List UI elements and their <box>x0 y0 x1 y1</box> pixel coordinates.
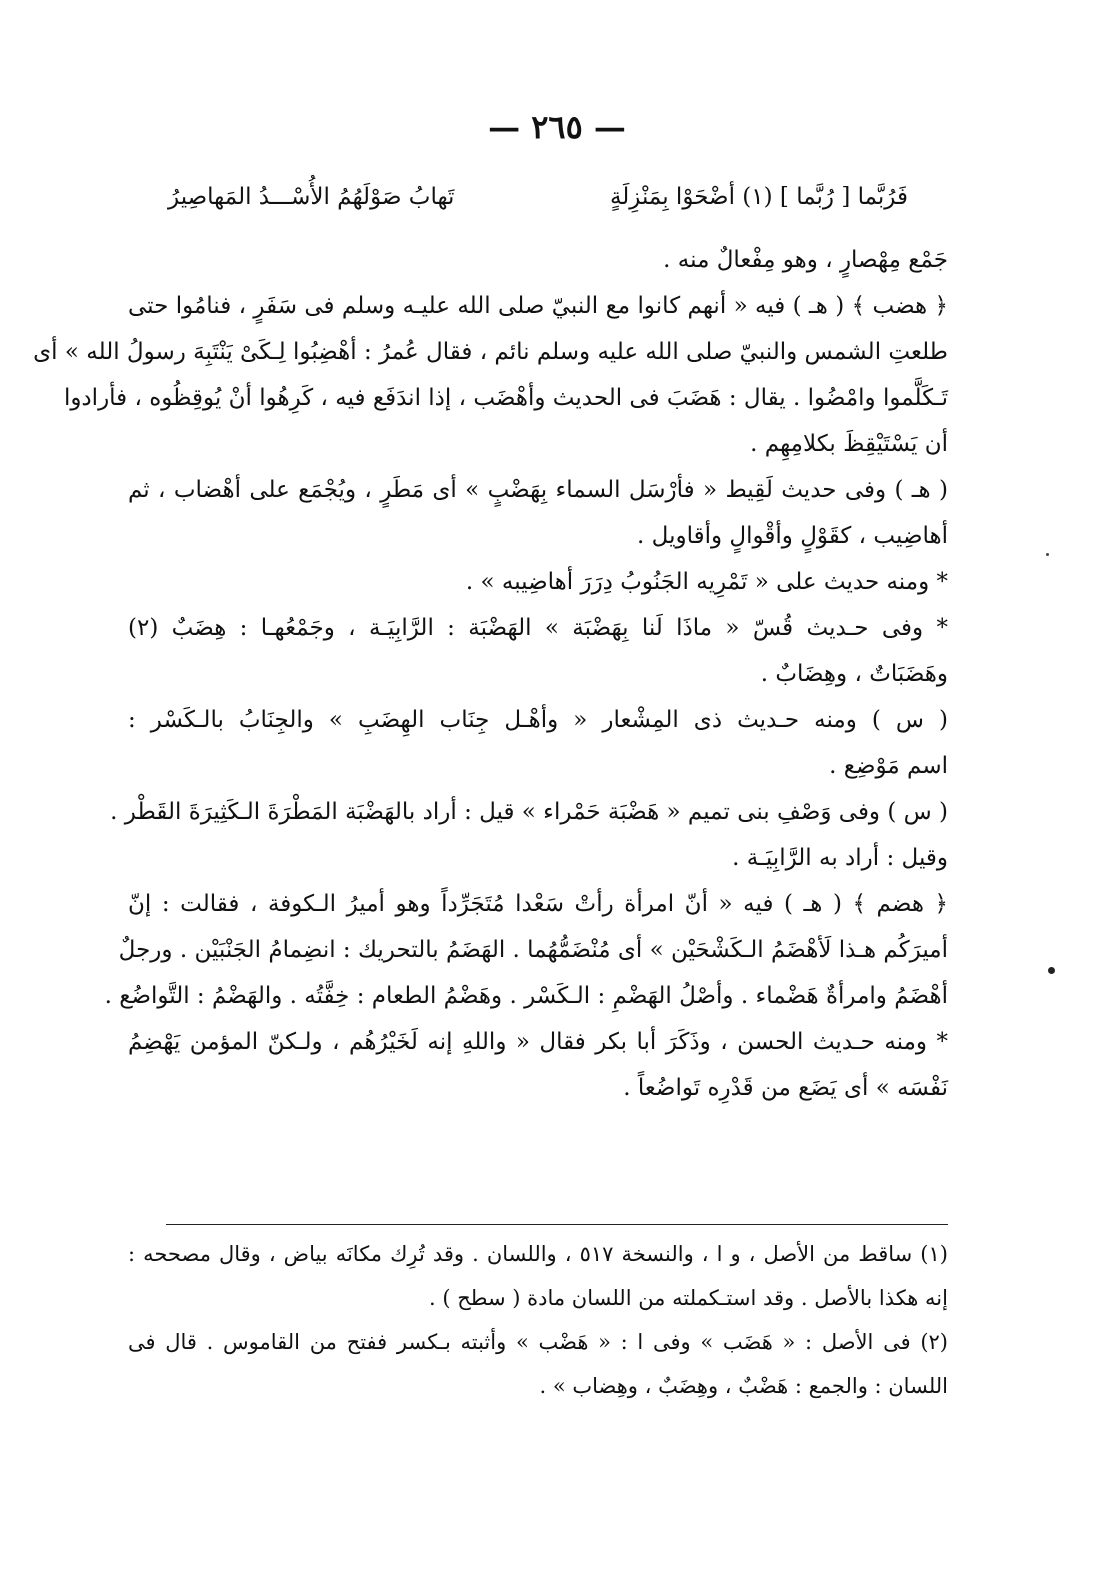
text-line: * ومنه حـديث الحسن ، وذَكَرَ أبا بكر فقال « واللهِ إنه لَخَيْرُهُم ، ولـكنّ المؤمن يَهْضِمُ <box>128 1029 948 1055</box>
verse-second-hemistich: تَهابُ صَوْلَهُمُ الأُسْـــدُ المَهاصِيرُ <box>168 184 455 210</box>
text-line: * ومنه حديث على « تَمْرِيه الجَنُوبُ دِرَرَ أهاضِيبه » . <box>465 569 948 595</box>
footnote-line: (١) ساقط من الأصل ، و ا ، والنسخة ٥١٧ ، واللسان . وقد تُرِك مكانَه بياض ، وقال مصححه : <box>128 1242 948 1266</box>
footnote-line: اللسان : والجمع : هَضْبٌ ، وهِضَبٌ ، وهِضاب » . <box>539 1374 948 1398</box>
footnotes <box>128 1232 948 1408</box>
footnote-line: إنه هكذا بالأصل . وقد استـكملته من اللسان مادة ( سطح ) . <box>428 1286 948 1310</box>
text-line: أهاضِيب ، كقَوْلٍ وأقْوالٍ وأقاويل . <box>637 523 948 549</box>
ink-dot <box>1048 967 1055 974</box>
text-line: أن يَسْتَيْقِظَ بكلامِهِم . <box>750 431 948 457</box>
text-line: أهْضَمُ وامرأةٌ هَضْماء . وأصْلُ الهَضْمِ : الـكَسْر . وهَضْمُ الطعام : خِفَّتُه . والهَضْمُ : التَّواضُع . <box>104 983 948 1009</box>
main-text <box>33 237 948 1111</box>
text-line: جَمْع مِهْصارٍ ، وهو مِفْعالٌ منه . <box>663 247 948 273</box>
text-line: أميرَكُم هـذا لَأهْضَمُ الـكَشْحَيْن » أى مُنْضَمُّهُما . الهَضَمُ بالتحريك : انضِمامُ الجَنْبَيْن . ورجلٌ <box>118 937 948 963</box>
footnote-line: (٢) فى الأصل : « هَضَب » وفى ا : « هَضْب » وأثبته بـكسر ففتح من القاموس . قال فى <box>128 1330 948 1354</box>
verse-block <box>128 174 948 220</box>
text-line: وهَضَبَاتٌ ، وهِضَابٌ . <box>760 661 948 687</box>
text-line: طلعتِ الشمس والنبيّ صلى الله عليه وسلم نائم ، فقال عُمرُ : أهْضِبُوا لِـكَىْ يَنْتَبِهَ رسولُ الله » أى <box>33 339 948 365</box>
ink-speck <box>1046 553 1049 556</box>
text-line: ( س ) وفى وَصْفِ بنى تميم « هَضْبَة حَمْراء » قيل : أراد بالهَضْبَة المَطْرَةَ الـكَثِيرَةَ القَطْر . <box>110 799 948 825</box>
text-line: وقيل : أراد به الرَّابِيَـة . <box>732 845 948 871</box>
verse-first-hemistich: فَرُبَّما [ رُبَّما ] (١) أضْحَوْا بِمَنْزِلَةٍ <box>609 184 908 210</box>
text-line: تَـكَلَّموا وامْضُوا . يقال : هَضَبَ فى الحديث وأهْضَب ، إذا اندَفَع فيه ، كَرِهُوا أنْ يُوقِظُوه ، فأرادوا <box>63 385 948 411</box>
text-line: نَفْسَه » أى يَضَع من قَدْرِه تَواضُعاً . <box>623 1075 948 1101</box>
verse-line <box>128 174 948 220</box>
text-line: ( س ) ومنه حـديث ذى المِشْعار « وأهْـل جِنَاب الهِضَبِ » والجِنَابُ بالـكَسْر : <box>128 707 948 733</box>
entry-heading-line: ﴿ هضم ﴾ ( هـ ) فيه « أنّ امرأة رأتْ سَعْدا مُتَجَرِّداً وهو أميرُ الـكوفة ، فقالت : إنّ <box>128 891 948 917</box>
footnote-divider <box>166 1224 948 1225</box>
entry-heading-line: ﴿ هضب ﴾ ( هـ ) فيه « أنهم كانوا مع النبيّ صلى الله عليـه وسلم فى سَفَرٍ ، فنامُوا حتى <box>128 293 948 319</box>
text-line: ( هـ ) وفى حديث لَقِيط « فأرْسَل السماء بِهَضْبٍ » أى مَطَرٍ ، ويُجْمَع على أهْضاب ، ثم <box>128 477 948 503</box>
page-number: — ٢٦٥ — <box>488 108 626 146</box>
text-line: * وفى حـديث قُسّ « ماذَا لَنا بِهَضْبَة » الهَضْبَة : الرَّابِيَـة ، وجَمْعُهـا : هِضَبٌ (٢) <box>128 615 948 641</box>
text-line: اسم مَوْضِع . <box>829 753 948 779</box>
